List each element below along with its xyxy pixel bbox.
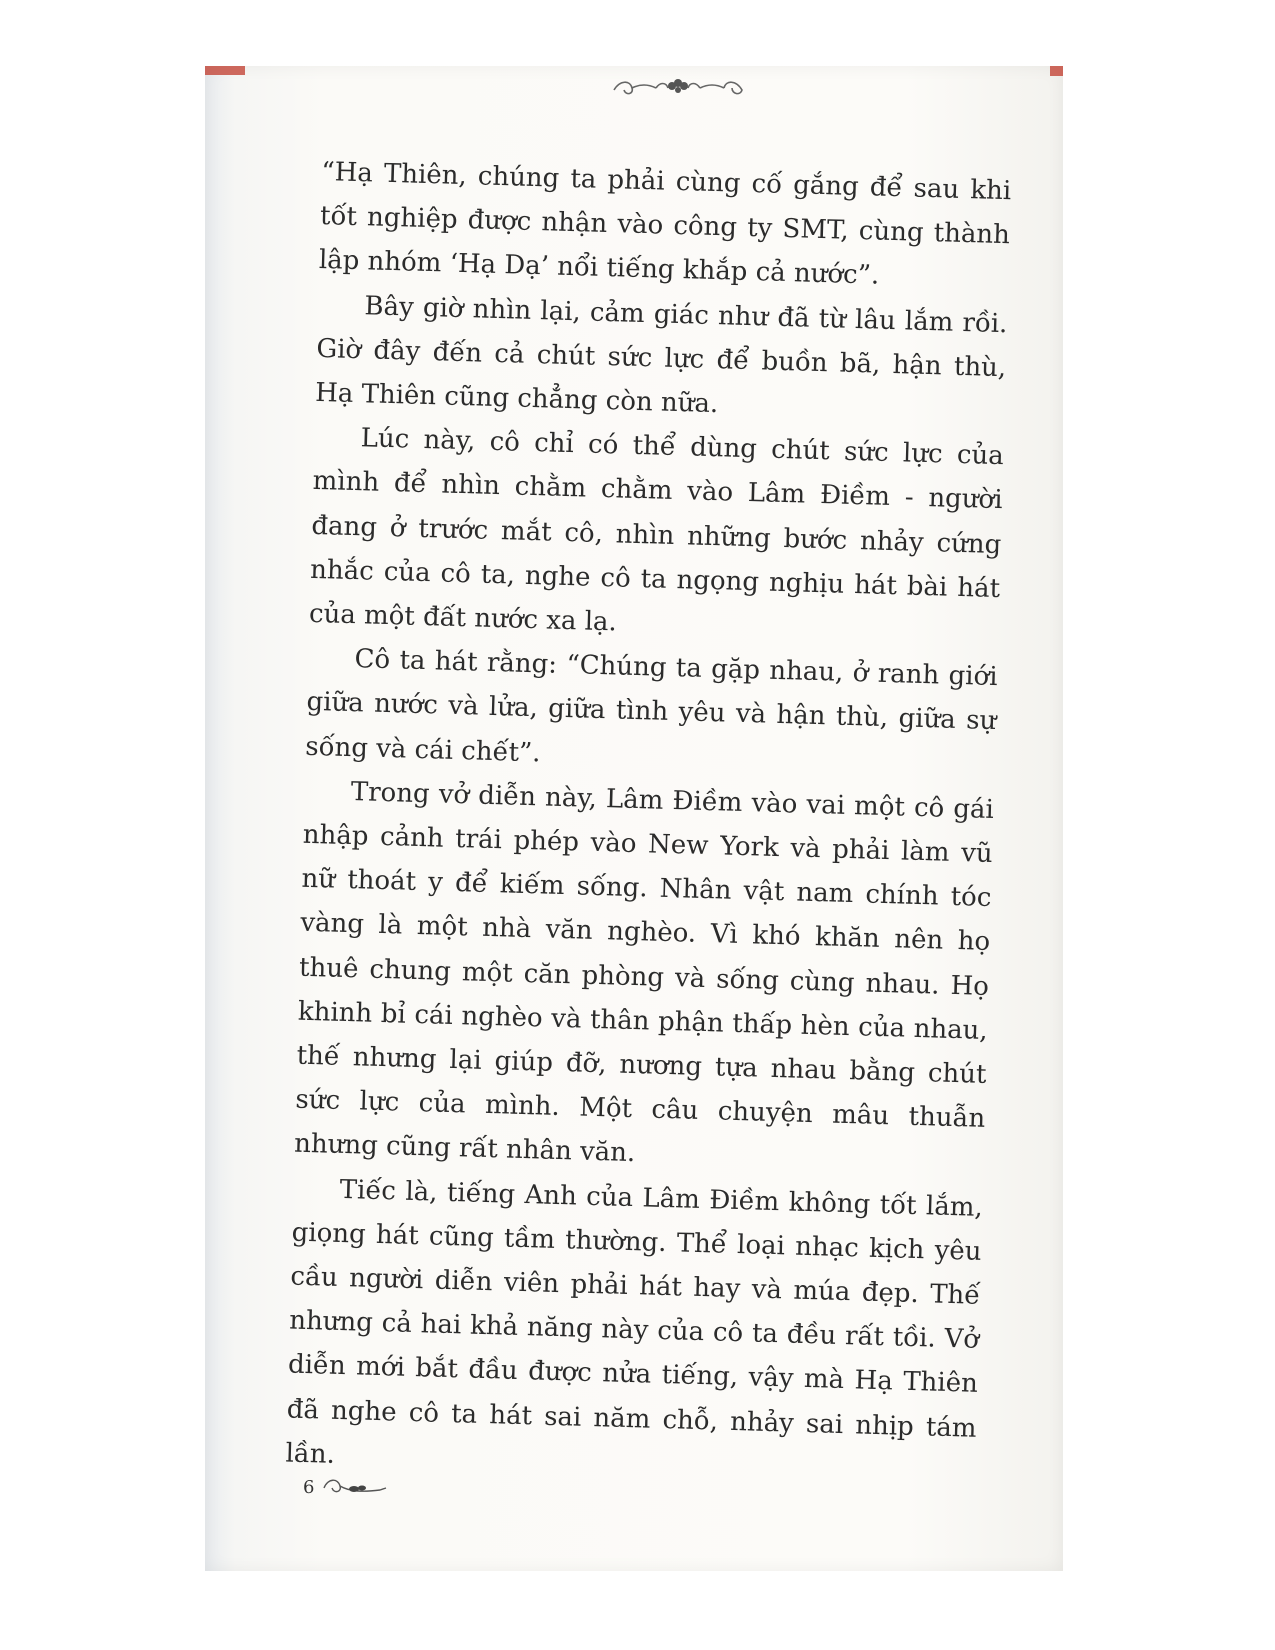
paragraph-6: Tiếc là, tiếng Anh của Lâm Điềm không tốt lắm, giọng hát cũng tầm thường. Thể loại nhạc kịch yêu cầu người diễn viên phải hát hay và múa đẹp. Thế nhưng cả hai khả năng này của cô ta đều rất tồi. Vở diễn mới bắt đầu được nửa tiếng, vậy mà Hạ Thiên đã nghe cô ta hát sai năm chỗ, nhảy sai nhịp tám lần.	[285, 1174, 984, 1470]
swirl-ornament-icon	[608, 72, 748, 102]
paragraph-2: Bây giờ nhìn lại, cảm giác như đã từ lâu lắm rồi. Giờ đây đến cả chút sức lực để buồn bã, hận thù, Hạ Thiên cũng chẳng còn nữa.	[314, 290, 1008, 420]
paragraph-4: Cô ta hát rằng: “Chúng ta gặp nhau, ở ranh giới giữa nước và lửa, giữa tình yêu và hận thù, giữa sự sống và cái chết”.	[304, 644, 998, 768]
page-footer	[303, 1468, 390, 1498]
book-cover-edge-right	[1050, 66, 1063, 76]
chapter-body-text	[285, 150, 1012, 1495]
paragraph-1: “Hạ Thiên, chúng ta phải cùng cố gắng để sau khi tốt nghiệp được nhận vào công ty SMT, cùng thành lập nhóm ‘Hạ Dạ’ nổi tiếng khắp cả nước”.	[318, 156, 1012, 292]
book-cover-edge-left	[205, 66, 245, 75]
paragraph-3: Lúc này, cô chỉ có thể dùng chút sức lực của mình để nhìn chằm chằm vào Lâm Điềm - người đang ở trước mắt cô, nhìn những bước nhảy cứng nhắc của cô ta, nghe cô ta ngọng nghịu hát bài hát của một đất nước xa lạ.	[308, 423, 1005, 638]
paragraph-5: Trong vở diễn này, Lâm Điềm vào vai một cô gái nhập cảnh trái phép vào New York và phải làm vũ nữ thoát y để kiếm sống. Nhân vật nam chính tóc vàng là một nhà văn nghèo. Vì khó khăn nên họ thuê chung một căn phòng và sống cùng nhau. Họ khinh bỉ cái nghèo và thân phận thấp hèn của nhau, thế nhưng lại giúp đỡ, nương tựa nhau bằng chút sức lực của mình. Một câu chuyện mâu thuẫn nhưng cũng rất nhân văn.	[293, 776, 995, 1169]
flourish-ornament-icon	[320, 1474, 390, 1498]
page-number: 6	[303, 1477, 315, 1498]
